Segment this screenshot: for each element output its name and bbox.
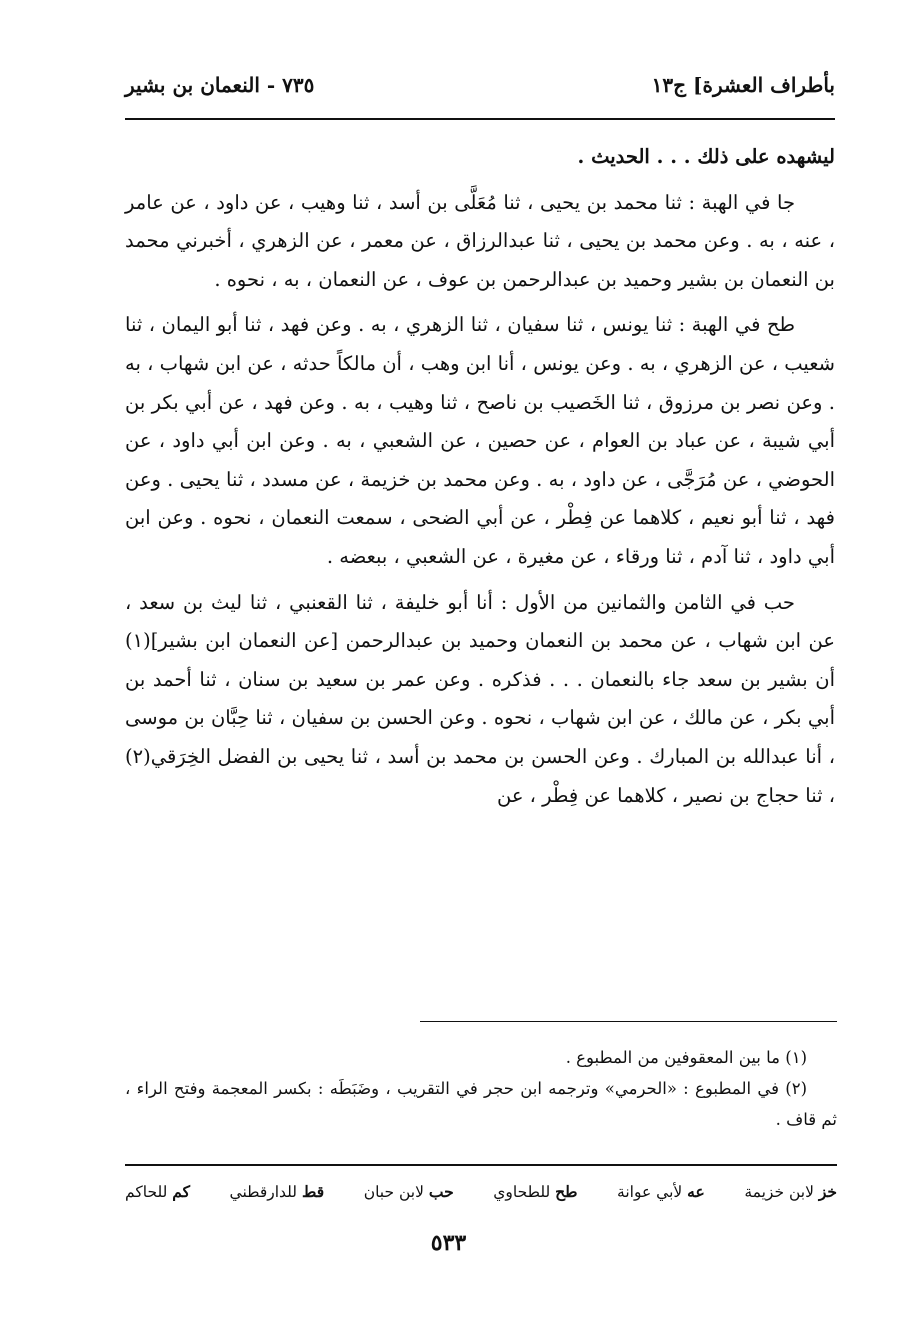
footnotes xyxy=(125,1042,837,1135)
paragraph-hb: حب في الثامن والثمانين من الأول : أنا أبو خليفة ، ثنا القعنبي ، ثنا ليث بن سعد ، عن ابن شهاب ، عن محمد بن النعمان وحميد بن عبدالرحمن [عن النعمان ابن بشير](١) أن بشير بن سعد جاء بالنعمان . . . فذكره . وعن عمر بن سعيد بن سنان ، ثنا أحمد بن أبي بكر ، عن مالك ، عن ابن شهاب ، نحوه . وعن الحسن بن سفيان ، ثنا حِبَّان بن موسى ، أنا عبدالله بن المبارك . وعن الحسن بن محمد بن أسد ، ثنا يحيى بن الفضل الخِرَقي(٢) ، ثنا حجاج بن نصير ، كلاهما عن فِطْر ، عن xyxy=(125,590,835,807)
paragraph-opening: ليشهده على ذلك . . . الحديث . xyxy=(577,145,835,168)
footnote-divider xyxy=(420,1021,837,1022)
header-divider xyxy=(125,118,835,120)
abbreviation-key xyxy=(125,1176,837,1206)
book-title: بأطراف العشرة] ج١٣ xyxy=(651,73,835,97)
footer-divider xyxy=(125,1164,837,1166)
abbreviation-item: عه لأبي عوانة xyxy=(617,1181,705,1201)
abbreviation-item: قط للدارقطني xyxy=(229,1181,325,1201)
section-title: ٧٣٥ - النعمان بن بشير xyxy=(125,73,315,97)
main-text xyxy=(125,138,835,822)
page-number: ٥٣٣ xyxy=(430,1230,467,1256)
running-header xyxy=(125,68,835,102)
footnote-2: (٢) في المطبوع : «الحرمي» وترجمه ابن حجر في التقريب ، وضَبَطَه : بكسر المعجمة وفتح الراء ، ثم قاف . xyxy=(125,1079,837,1129)
footnote-1: (١) ما بين المعقوفين من المطبوع . xyxy=(565,1048,807,1067)
abbreviation-item: خز لابن خزيمة xyxy=(744,1181,837,1201)
abbreviation-item: حب لابن حبان xyxy=(363,1181,454,1201)
paragraph-tah: طح في الهبة : ثنا يونس ، ثنا سفيان ، ثنا الزهري ، به . وعن فهد ، ثنا أبو اليمان ، ثنا شعيب ، عن الزهري ، به . وعن يونس ، أنا ابن وهب ، أن مالكاً حدثه ، عن ابن شهاب ، به . وعن نصر بن مرزوق ، ثنا الخَصيب بن ناصح ، ثنا وهيب ، به . وعن فهد ، عن أبي بكر بن أبي شيبة ، عن عباد بن العوام ، عن حصين ، عن الشعبي ، به . وعن ابن أبي داود ، عن الحوضي ، عن مُرَجَّى ، عن داود ، به . وعن محمد بن خزيمة ، عن مسدد ، ثنا يحيى . وعن فهد ، ثنا أبو نعيم ، كلاهما عن فِطْر ، عن أبي الضحى ، سمعت النعمان ، نحوه . وعن ابن أبي داود ، ثنا آدم ، ثنا ورقاء ، عن مغيرة ، عن الشعبي ، ببعضه . xyxy=(125,313,835,568)
paragraph-ja: جا في الهبة : ثنا محمد بن يحيى ، ثنا مُعَلَّى بن أسد ، ثنا وهيب ، عن داود ، عن عامر ، عنه ، به . وعن محمد بن يحيى ، ثنا عبدالرزاق ، عن معمر ، عن الزهري ، أخبرني محمد بن النعمان بن بشير وحميد بن عبدالرحمن بن عوف ، عن النعمان ، به ، نحوه . xyxy=(125,190,835,291)
abbreviation-item: طح للطحاوي xyxy=(493,1181,578,1201)
abbreviation-item: كم للحاكم xyxy=(125,1181,190,1201)
